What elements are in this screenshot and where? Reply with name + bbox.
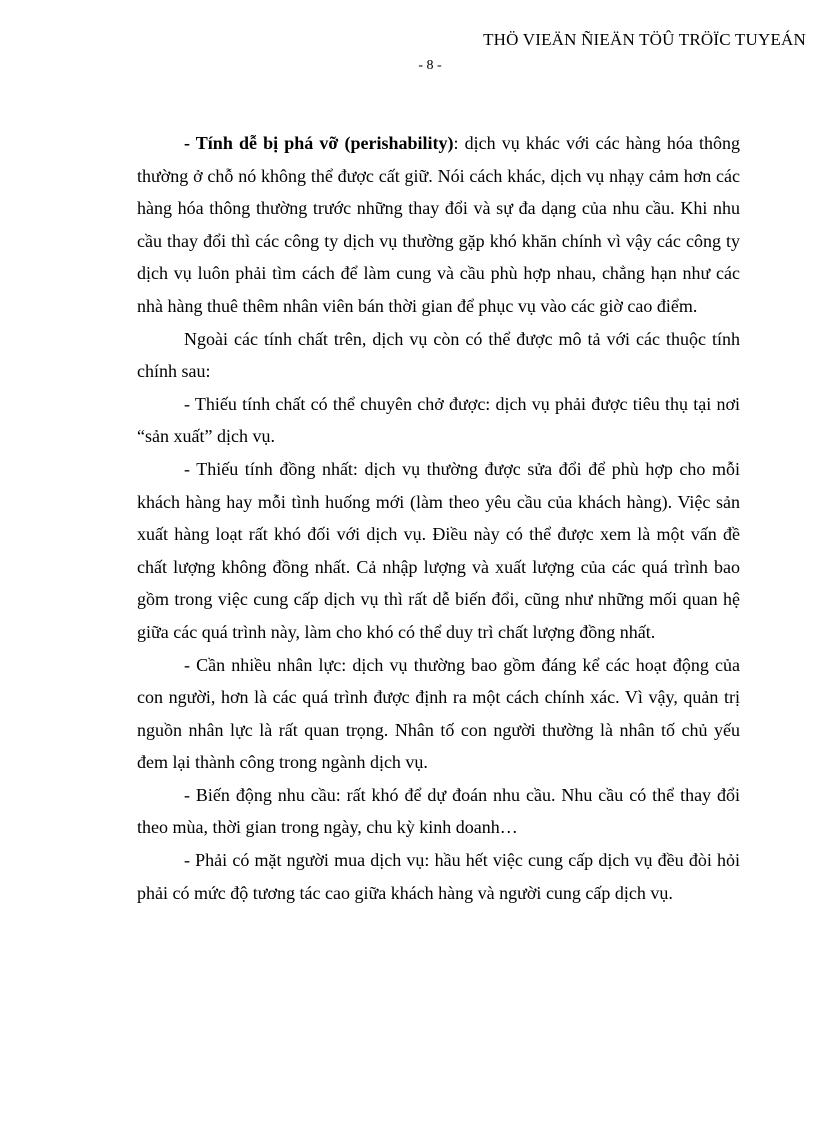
document-body xyxy=(137,127,740,909)
paragraph-heterogeneity: - Thiếu tính đồng nhất: dịch vụ thường được sửa đổi để phù hợp cho mỗi khách hàng hay mỗi tình huống mới (làm theo yêu cầu của khách hàng). Việc sản xuất hàng loạt rất khó đối với dịch vụ. Điều này có thể được xem là một vấn đề chất lượng không đồng nhất. Cả nhập lượng và xuất lượng của các quá trình bao gồm trong việc cung cấp dịch vụ thì rất dễ biến đổi, cũng như những mối quan hệ giữa các quá trình này, làm cho khó có thể duy trì chất lượng đồng nhất. xyxy=(137,458,740,642)
paragraph-heading-perishability: - Tính dễ bị phá vỡ (perishability) xyxy=(184,133,454,153)
paragraph-demand-fluctuation: - Biến động nhu cầu: rất khó để dự đoán nhu cầu. Nhu cầu có thể thay đổi theo mùa, thời gian trong ngày, chu kỳ kinh doanh… xyxy=(137,784,740,838)
paragraph-buyer-presence: - Phải có mặt người mua dịch vụ: hầu hết việc cung cấp dịch vụ đều đòi hỏi phải có mức độ tương tác cao giữa khách hàng và người cung cấp dịch vụ. xyxy=(137,850,740,903)
paragraph-perishability xyxy=(137,127,740,323)
paragraph-labor-intensity: - Cần nhiều nhân lực: dịch vụ thường bao gồm đáng kể các hoạt động của con người, hơn là các quá trình được định ra một cách chính xác. Vì vậy, quản trị nguồn nhân lực là rất quan trọng. Nhân tố con người thường là nhân tố chủ yếu đem lại thành công trong ngành dịch vụ. xyxy=(137,654,740,773)
paragraph-transportability: - Thiếu tính chất có thể chuyên chở được: dịch vụ phải được tiêu thụ tại nơi “sản xuất” dịch vụ. xyxy=(137,393,740,447)
header-title: THÖ VIEÄN ÑIEÄN TÖÛ TRÖÏC TUYEÁN xyxy=(483,30,806,49)
page-number: - 8 - xyxy=(418,58,442,73)
paragraph-text: : dịch vụ khác với các hàng hóa thông thường ở chỗ nó không thể được cất giữ. Nói cách khác, dịch vụ nhạy cảm hơn các hàng hóa thông thường trước những thay đổi và sự đa dạng của nhu cầu. Khi nhu cầu thay đổi thì các công ty dịch vụ thường gặp khó khăn chính vì vậy các công ty dịch vụ luôn phải tìm cách để làm cung và cầu phù hợp nhau, chẳng hạn như các nhà hàng thuê thêm nhân viên bán thời gian để phục vụ vào các giờ cao điểm. xyxy=(137,133,740,316)
paragraph-intro-attributes: Ngoài các tính chất trên, dịch vụ còn có thể được mô tả với các thuộc tính chính sau: xyxy=(137,328,740,382)
